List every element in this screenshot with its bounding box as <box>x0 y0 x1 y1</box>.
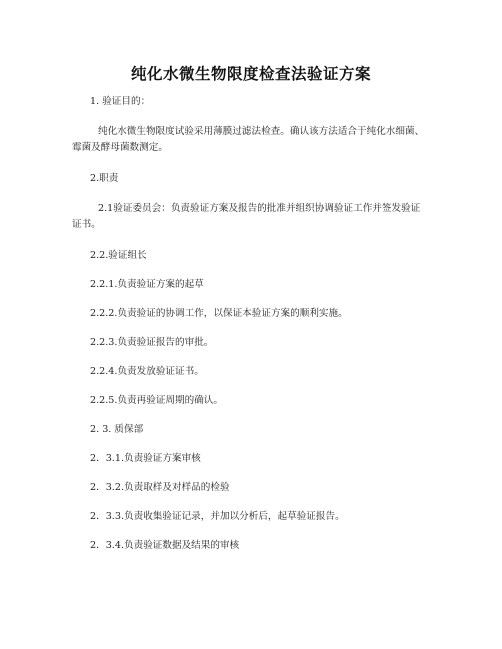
committee-paragraph: 2.1验证委员会：负责验证方案及报告的批准并组织协调验证工作并签发验证证书。 <box>72 203 421 230</box>
duty-item: 2．3.3.负责收集验证记录，并加以分析后，起草验证报告。 <box>90 511 345 522</box>
duty-item: 2．3.4.负责验证数据及结果的审核 <box>90 540 240 551</box>
duty-item: 2.2.2.负责验证的协调工作，以保证本验证方案的顺利实施。 <box>90 308 348 319</box>
duty-item: 2．3.1.负责验证方案审核 <box>90 453 201 464</box>
section-qa-heading: 2. 3. 质保部 <box>90 424 144 435</box>
section-team-leader-heading: 2.2.验证组长 <box>90 250 147 261</box>
duty-item: 2.2.4.负责发放验证证书。 <box>90 366 204 377</box>
duty-item: 2．3.2.负责取样及对样品的检验 <box>90 482 230 493</box>
section-purpose-heading: 1. 验证目的： <box>90 96 151 107</box>
duty-item: 2.2.3.负责验证报告的审批。 <box>90 337 214 348</box>
duty-item: 2.2.1.负责验证方案的起草 <box>90 279 204 290</box>
duty-item: 2.2.5.负责再验证周期的确认。 <box>90 395 223 406</box>
section-duties-heading: 2.职责 <box>90 173 119 184</box>
document-title: 纯化水微生物限度检查法验证方案 <box>130 65 371 83</box>
purpose-paragraph: 纯化水微生物限度试验采用薄膜过滤法检查。确认该方法适合于纯化水细菌、霉菌及酵母菌数测定。 <box>72 126 425 153</box>
